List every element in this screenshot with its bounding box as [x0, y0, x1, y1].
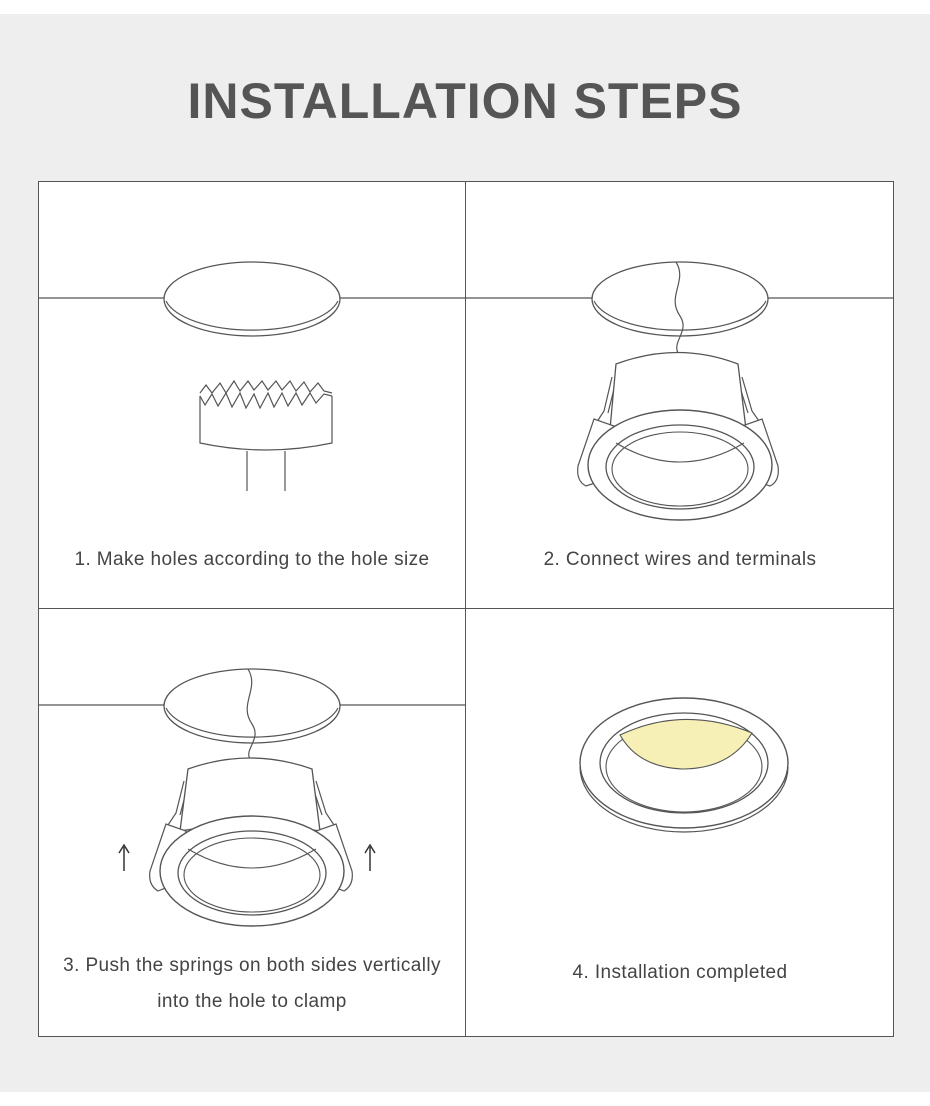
step-1-caption: 1. Make holes according to the hole size [74, 549, 430, 570]
step-1-panel [38, 181, 466, 609]
step-4-panel [466, 609, 894, 1037]
step-2-panel [466, 181, 894, 609]
step-3-caption-line-2: into the hole to clamp [157, 991, 347, 1012]
step-2-caption: 2. Connect wires and terminals [543, 549, 817, 570]
step-3-panel [38, 609, 466, 1037]
step-4-caption: 4. Installation completed [572, 962, 788, 983]
arrow-up-left-icon [119, 845, 129, 871]
arrow-up-right-icon [365, 845, 375, 871]
step-3-caption-line-1: 3. Push the springs on both sides vertically [63, 955, 441, 976]
page-title: INSTALLATION STEPS [187, 73, 743, 129]
